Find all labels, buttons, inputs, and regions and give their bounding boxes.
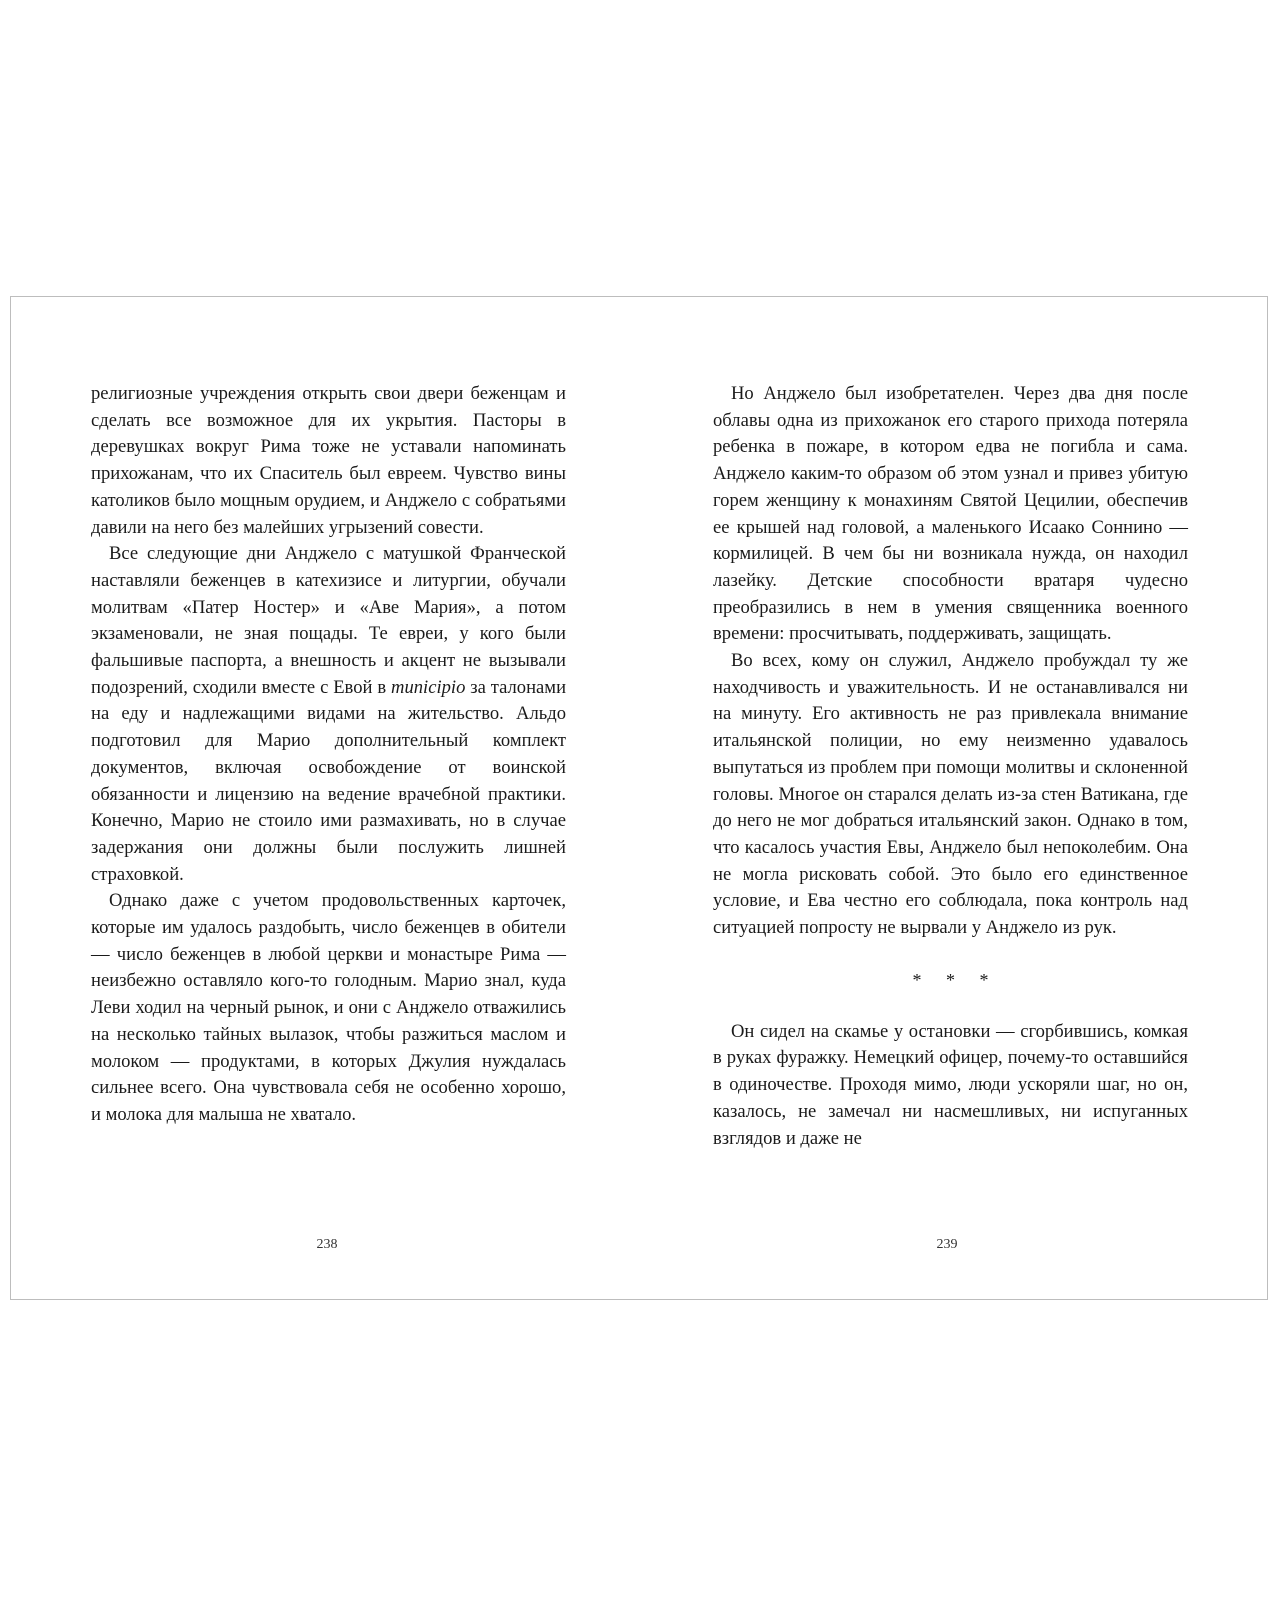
page-number-left: 238 — [316, 1237, 338, 1252]
municipio-italic-term: municipio — [391, 676, 466, 698]
left-paragraph-1: религиозные учреждения открыть свои двери беженцам и сделать все возможное для их укрытия. Пасторы в деревушках вокруг Рима тоже не уставали напоминать прихожанам, что их Спаситель был евреем. Чувство вины католиков было мощным орудием, и Анджело с собратьями давили на него без малейших угрызений совести. — [91, 383, 566, 538]
right-paragraph-1: Но Анджело был изобретателен. Через два дня после облавы одна из прихожанок его старого прихода потеряла ребенка в пожаре, в котором едва не погибла и сама. Анджело каким-то образом об этом узнал и привез убитую горем женщину к монахиням Святой Цецилии, обеспечив ее крышей над головой, а маленького Исаако Соннино — кормилицей. В чем бы ни возникала нужда, он находил лазейку. Детские способности вратаря чудесно преобразились в нем в умения священника военного времени: просчитывать, поддерживать, защищать. — [713, 383, 1188, 645]
right-page — [713, 381, 1188, 1152]
right-paragraph-3: Он сидел на скамье у остановки — сгорбившись, комкая в руках фуражку. Немецкий офицер, почему-то оставшийся в одиночестве. Проходя мимо, люди ускоряли шаг, но он, казалось, не замечал ни насмешливых, ни испуганных взглядов и даже не — [713, 1020, 1188, 1149]
left-paragraph-2 — [91, 541, 566, 888]
left-paragraph-2-end: за талонами на еду и надлежащими видами на жительство. Альдо подготовил для Марио дополнительный комплект документов, включая освобождение от воинской обязанности и лицензию на ведение врачебной практики. Конечно, Марио не стоило ими размахивать, но в случае задержания они должны были послужить лишней страховкой. — [91, 676, 567, 885]
page-number-right: 239 — [936, 1237, 958, 1252]
book-spread — [10, 296, 1268, 1300]
left-paragraph-2-start: Все следующие дни Анджело с матушкой Франческой наставляли беженцев в катехизисе и литургии, обучали молитвам «Патер Ностер» и «Аве Мария», а потом экзаменовали, не зная пощады. Те евреи, у кого были фальшивые паспорта, а внешность и акцент не вызывали подозрений, сходили вместе с Евой в — [91, 543, 566, 698]
left-page — [91, 381, 566, 1129]
right-paragraph-2: Во всех, кому он служил, Анджело пробуждал ту же находчивость и уважительность. И не останавливался ни на минуту. Его активность не раз привлекала внимание итальянской полиции, но ему неизменно удавалось выпутаться из проблем при помощи молитвы и склоненной головы. Многое он старался делать из-за стен Ватикана, где до него не мог добраться итальянский закон. Однако в том, что касалось участия Евы, Анджело был непоколебим. Она не могла рисковать собой. Это было его единственное условие, и Ева честно его соблюдала, пока контроль над ситуацией попросту не вырвали у Анджело из рук. — [713, 650, 1188, 939]
left-paragraph-3: Однако даже с учетом продовольственных карточек, которые им удалось раздобыть, число беженцев в обители — число беженцев в любой церкви и монастыре Рима — неизбежно оставляло кого-то голодным. Марио знал, куда Леви ходил на черный рынок, и они с Анджело отважились на несколько тайных вылазок, чтобы разжиться маслом и молоком — продуктами, в которых Джулия нуждалась сильнее всего. Она чувствовала себя не особенно хорошо, и молока для малыша не хватало. — [91, 890, 566, 1125]
section-separator: * * * — [912, 969, 999, 990]
